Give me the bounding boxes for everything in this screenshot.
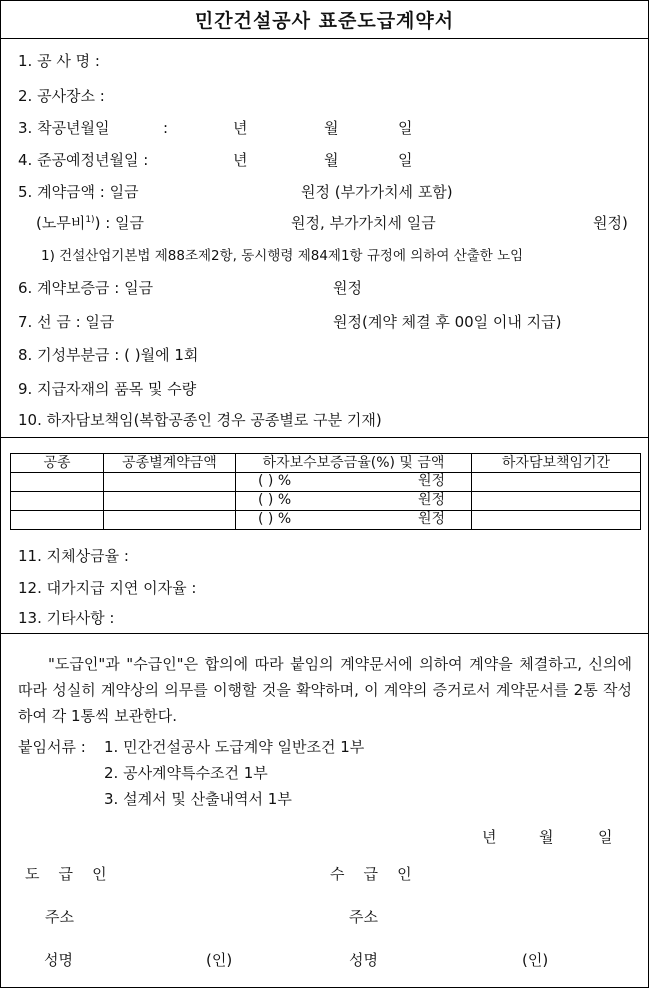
header-work-type: 공종: [11, 454, 104, 473]
attachment-item-3: 3. 설계서 및 산출내역서 1부: [104, 790, 292, 808]
header-contract-amount: 공종별계약금액: [104, 454, 236, 473]
subcontractor-heading: 수 급 인: [330, 865, 412, 883]
item-5-amount-suffix: 원정 (부가가치세 포함): [301, 183, 453, 201]
item-13-other-matters: 13. 기타사항 :: [18, 609, 115, 627]
cell-work-type: [11, 492, 104, 511]
item-3-day: 일: [398, 119, 413, 137]
sign-date-month: 월: [539, 828, 554, 846]
contractor-address-label: 주소: [45, 908, 74, 926]
item-11-delay-penalty-rate: 11. 지체상금율 :: [18, 547, 129, 565]
item-6-deposit-suffix: 원정: [333, 279, 362, 297]
attachments-label: 붙임서류 :: [18, 738, 86, 756]
title-box: [1, 1, 648, 39]
attachment-item-1: 1. 민간건설공사 도급계약 일반조건 1부: [104, 738, 365, 756]
item-3-start-date-label: 3. 착공년월일: [18, 119, 110, 137]
item-5-contract-amount-label: 5. 계약금액 : 일금: [18, 183, 139, 201]
item-3-colon: :: [163, 119, 169, 137]
item-6-deposit-label: 6. 계약보증금 : 일금: [18, 279, 154, 297]
cell-warranty-period: [472, 511, 641, 530]
labor-cost-vat-label: 원정, 부가가치세 일금: [291, 214, 436, 232]
contractor-name-label: 성명: [44, 951, 73, 969]
labor-cost-label: ) : 일금: [94, 214, 145, 232]
item-3-month: 월: [324, 119, 339, 137]
footnote-labor-cost: 1) 건설산업기본법 제88조제2항, 동시행령 제84제1항 규정에 의하여 산출한 노임: [41, 248, 524, 264]
cell-warranty-period: [472, 473, 641, 492]
item-7-advance-suffix: 원정(계약 체결 후 00일 이내 지급): [333, 313, 562, 331]
attachment-item-2: 2. 공사계약특수조건 1부: [104, 764, 268, 782]
item-4-year: 년: [233, 151, 248, 169]
subcontractor-seal-mark: (인): [522, 951, 549, 969]
agreement-paragraph: "도급인"과 "수급인"은 합의에 따라 붙임의 계약문서에 의하여 계약을 체결하고, 신의에 따라 성실히 계약상의 의무를 이행할 것을 확약하며, 이 계약의 증거로서 계약문서를 2통 작성하여 각 1통씩 보관한다.: [18, 655, 632, 725]
rate-percent: ( ) %: [258, 473, 292, 489]
cell-work-type: [11, 473, 104, 492]
rate-amount-suffix: 원정: [417, 473, 445, 489]
item-10-defect-warranty: 10. 하자담보책임(복합공종인 경우 공종별로 구분 기재): [18, 411, 382, 429]
divider-before-table: [1, 437, 648, 438]
item-1-project-name: 1. 공 사 명 :: [18, 52, 100, 70]
cell-guarantee-rate: [236, 473, 472, 492]
rate-percent: ( ) %: [258, 492, 292, 508]
item-4-day: 일: [398, 151, 413, 169]
rate-percent: ( ) %: [258, 511, 292, 527]
cell-warranty-period: [472, 492, 641, 511]
cell-contract-amount: [104, 492, 236, 511]
item-9-supplied-materials: 9. 지급자재의 품목 및 수량: [18, 380, 197, 398]
document-title: 민간건설공사 표준도급계약서: [194, 10, 455, 32]
rate-amount-suffix: 원정: [417, 492, 445, 508]
labor-cost-end: 원정): [593, 214, 628, 232]
table-row: [11, 473, 641, 492]
labor-cost-line: [36, 216, 144, 231]
subcontractor-name-label: 성명: [349, 951, 378, 969]
sign-date-day: 일: [598, 828, 613, 846]
item-2-project-location: 2. 공사장소 :: [18, 87, 105, 105]
contractor-seal-mark: (인): [206, 951, 233, 969]
item-4-month: 월: [324, 151, 339, 169]
item-7-advance-label: 7. 선 금 : 일금: [18, 313, 115, 331]
warranty-table-header-row: [11, 454, 641, 473]
header-warranty-period: 하자담보책임기간: [472, 454, 641, 473]
table-row: [11, 492, 641, 511]
divider-before-agreement: [1, 633, 648, 634]
labor-cost-footnote-mark: 1): [85, 215, 95, 225]
item-8-progress-payment: 8. 기성부분금 : ( )월에 1회: [18, 346, 199, 364]
cell-work-type: [11, 511, 104, 530]
cell-contract-amount: [104, 473, 236, 492]
contractor-heading: 도 급 인: [25, 865, 107, 883]
item-3-year: 년: [233, 119, 248, 137]
rate-amount-suffix: 원정: [417, 511, 445, 527]
cell-guarantee-rate: [236, 492, 472, 511]
table-row: [11, 511, 641, 530]
item-4-completion-date-label: 4. 준공예정년월일 :: [18, 151, 149, 169]
labor-cost-prefix: (노무비: [36, 214, 86, 232]
subcontractor-address-label: 주소: [349, 908, 378, 926]
header-guarantee-rate: 하자보수보증금율(%) 및 금액: [236, 454, 472, 473]
cell-contract-amount: [104, 511, 236, 530]
warranty-table: [10, 453, 641, 530]
cell-guarantee-rate: [236, 511, 472, 530]
item-12-late-payment-interest: 12. 대가지급 지연 이자율 :: [18, 579, 197, 597]
sign-date-year: 년: [482, 828, 497, 846]
